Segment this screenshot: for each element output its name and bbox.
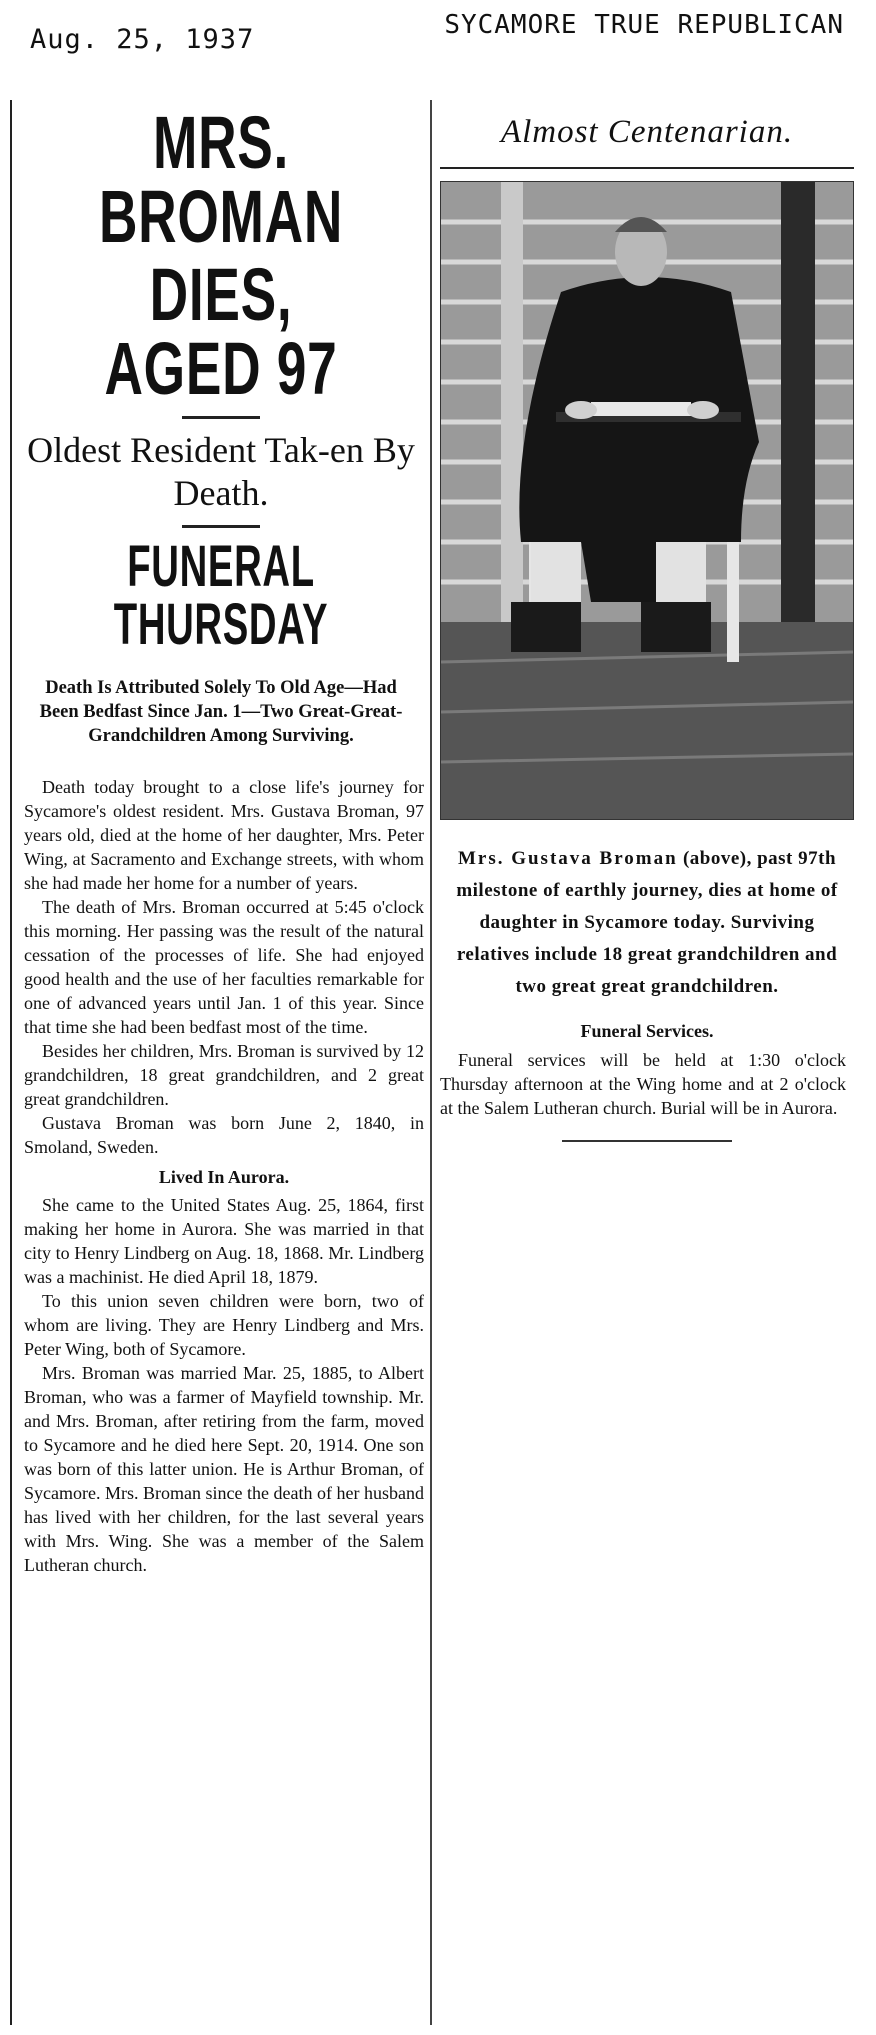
caption-text: (above), past 97th milestone of earthly journey, dies at home of daughter in Sycamore today. Surviving relatives include 18 great grandchildren and two great great grandchildren. xyxy=(456,848,838,997)
headline-line-1: MRS. BROMAN xyxy=(98,101,344,258)
services-body xyxy=(440,1048,846,1120)
paragraph: Gustava Broman was born June 2, 1840, in Smoland, Sweden. xyxy=(24,1112,424,1157)
paragraph: She came to the United States Aug. 25, 1864, first making her home in Aurora. She was married in that city to Henry Lindberg on Aug. 18, 1868. Mr. Lindberg was a machinist. He died April 18, 1879. xyxy=(24,1194,424,1287)
paragraph: The death of Mrs. Broman occurred at 5:45 o'clock this morning. Her passing was the result of the natural cessation of the processes of life. She had enjoyed good health and the use of her faculties remarkable for one of advanced years until Jan. 1 of this year. Since that time she had been bedfast most of the time. xyxy=(24,896,424,1037)
subheadline: Oldest Resident Tak-en By Death. xyxy=(27,430,415,514)
subhead-lived-in-aurora: Lived In Aurora. xyxy=(158,1166,290,1187)
article-column xyxy=(10,100,432,2025)
newspaper-name: SYCAMORE TRUE REPUBLICAN xyxy=(444,10,844,40)
headline-funeral: FUNERAL THURSDAY xyxy=(113,534,329,658)
services-heading: Funeral Services. xyxy=(580,1021,714,1041)
paragraph: Death today brought to a close life's journey for Sycamore's oldest resident. Mrs. Gustava Broman, 97 years old, died at the home of her daughter, Mrs. Peter Wing, at Sacramento and Exchange streets, with whom she had made her home for a number of years. xyxy=(24,776,424,893)
paragraph: To this union seven children were born, two of whom are living. They are Henry Lindberg and Mrs. Peter Wing, both of Sycamore. xyxy=(24,1290,424,1359)
sidebar-title: Almost Centenarian. xyxy=(500,114,794,150)
photo-caption xyxy=(450,843,844,1003)
paragraph: Besides her children, Mrs. Broman is survived by 12 grandchildren, 18 great grandchildren, and 2 great great grandchildren. xyxy=(24,1040,424,1109)
photo-sidebar xyxy=(440,100,854,1142)
end-rule xyxy=(562,1140,732,1142)
headline-divider xyxy=(182,416,260,419)
portrait-photo xyxy=(440,181,854,820)
sidebar-title-rule xyxy=(440,167,854,169)
paragraph: Mrs. Broman was married Mar. 25, 1885, to Albert Broman, who was a farmer of Mayfield township. Mr. and Mrs. Broman, after retiring from the farm, moved to Sycamore and he died here Sept. 20, 1914. One son was born of this latter union. He is Arthur Broman, of Sycamore. Mrs. Broman since the death of her husband has lived with her children, for the last several years with Mrs. Wing. She was a member of the Salem Lutheran church. xyxy=(24,1362,424,1575)
article-body xyxy=(24,775,424,1577)
services-paragraph: Funeral services will be held at 1:30 o'clock Thursday afternoon at the Wing home and at 2 o'clock at the Salem Lutheran church. Burial will be in Aurora. xyxy=(440,1050,846,1118)
caption-name: Mrs. Gustava Broman xyxy=(457,848,678,869)
deck-summary: Death Is Attributed Solely To Old Age—Had Been Bedfast Since Jan. 1—Two Great-Great-Grandchildren Among Surviving. xyxy=(39,678,403,747)
clipping-date: Aug. 25, 1937 xyxy=(30,24,255,55)
headline-line-2: DIES, AGED 97 xyxy=(104,253,338,410)
subheadline-divider xyxy=(182,525,260,528)
